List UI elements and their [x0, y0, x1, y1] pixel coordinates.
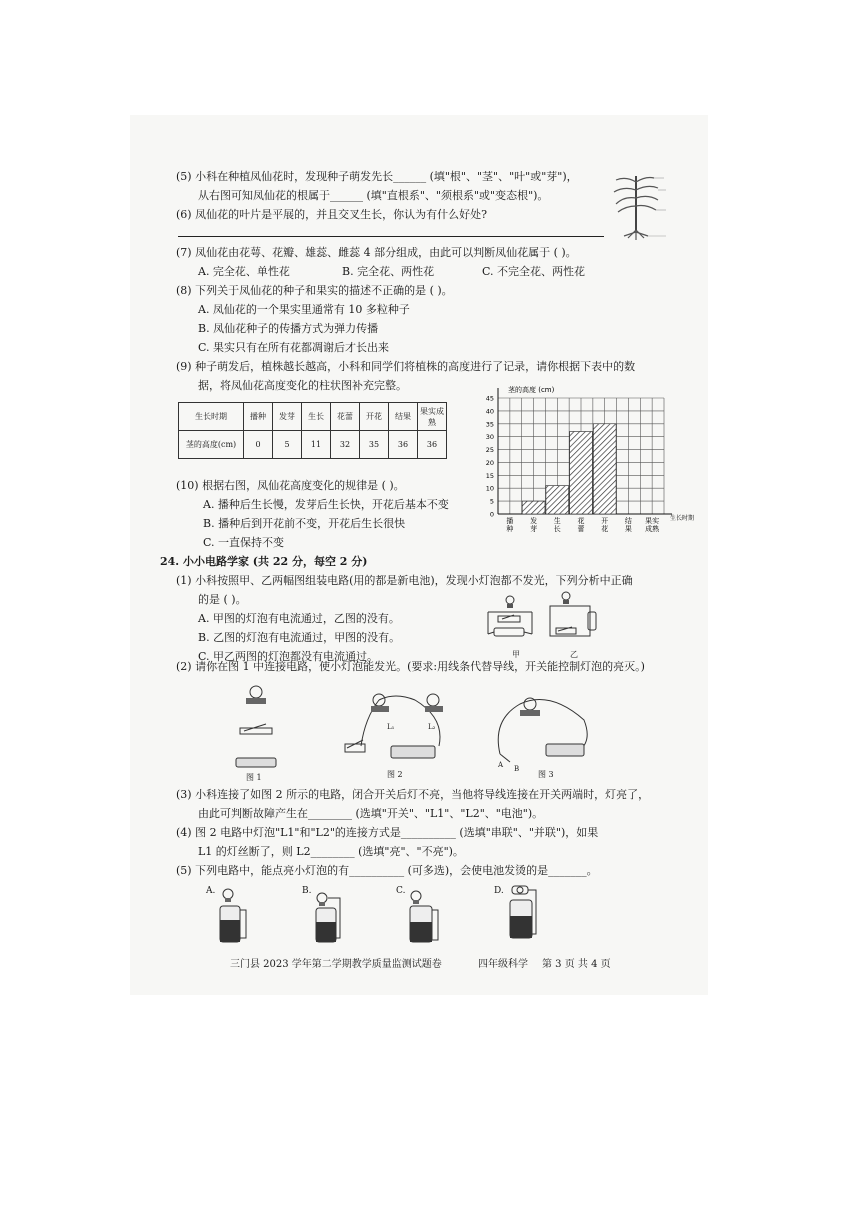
chart-bar: [570, 432, 593, 514]
table-cell-height: 11: [302, 431, 331, 459]
footer-school: 三门县 2023 学年第二学期教学质量监测试题卷: [230, 959, 442, 970]
figure-1-caption: 图 1: [246, 773, 262, 782]
q10-option-c: C. 一直保持不变: [203, 536, 285, 549]
battery-circuit-d[interactable]: [502, 884, 542, 944]
s24-q1-line2: 的是 ( )。: [198, 593, 247, 606]
q8-option-b: B. 凤仙花种子的传播方式为弹力传播: [198, 322, 379, 335]
table-cell-stage: 生长: [302, 403, 331, 431]
table-cell-height: 5: [273, 431, 302, 459]
height-table: [178, 402, 447, 459]
chart-ytick-label: 5: [489, 497, 494, 506]
s24-q1-option-c: C. 甲乙两图的灯泡都没有电流通过。: [198, 650, 379, 663]
chart-ytick-label: 45: [485, 394, 494, 403]
table-cell-stage: 发芽: [273, 403, 302, 431]
s24-q1-option-a: A. 甲图的灯泡有电流通过，乙图的没有。: [198, 612, 400, 625]
s24-q3-line2: 由此可判断故障产生在________ (选填"开关"、"L1"、"L2"、"电池")。: [198, 807, 544, 820]
chart-bar: [522, 501, 545, 514]
figure-2-caption: 图 2: [387, 770, 403, 779]
battery-option-b-label: B.: [302, 886, 312, 896]
chart-category-label: 发芽: [530, 517, 538, 533]
chart-category-label: 播种: [506, 517, 514, 533]
battery-circuit-b[interactable]: [308, 890, 348, 946]
q5-line1: (5) 小科在种植凤仙花时，发现种子萌发先长______ (填"根"、"茎"、"叶"或"芽")，: [176, 170, 578, 183]
table-cell-height: 36: [418, 431, 447, 459]
s24-q5-question: (5) 下列电路中，能点亮小灯泡的有__________ (可多选)，会使电池发烫的是_______。: [176, 864, 598, 877]
s24-q3-line1: (3) 小科连接了如图 2 所示的电路，闭合开关后灯不亮，当他将导线连接在开关两端时，灯亮了，: [176, 788, 650, 801]
table-cell-height: 32: [331, 431, 360, 459]
chart-bar: [593, 424, 616, 514]
chart-title: 茎的高度 (cm): [508, 386, 555, 394]
chart-category-label: 生长: [553, 517, 561, 533]
chart-category-label: 果实成熟: [645, 517, 660, 533]
footer-page: 第 3 页 共 4 页: [542, 959, 611, 970]
q10-question: (10) 根据右图，凤仙花高度变化的规律是 ( )。: [176, 479, 405, 492]
chart-ytick-label: 15: [485, 471, 494, 480]
bulb-l1-label: L₁: [387, 723, 395, 731]
s24-q4-line2: L1 的灯丝断了，则 L2________ (选填"亮"、"不亮")。: [198, 845, 464, 858]
q7-option-a: A. 完全花、单性花: [198, 265, 290, 278]
battery-option-a-label: A.: [206, 886, 216, 896]
battery-option-c-label: C.: [396, 886, 406, 896]
table-header-stage: 生长时期: [179, 403, 244, 431]
point-a-label: A: [498, 761, 504, 769]
label-yi: 乙: [570, 650, 578, 659]
table-cell-height: 35: [360, 431, 389, 459]
chart-category-label: 花蕾: [577, 517, 585, 533]
battery-option-d-label: D.: [494, 886, 504, 896]
table-cell-height: 0: [244, 431, 273, 459]
q7-question: (7) 凤仙花由花萼、花瓣、雄蕊、雌蕊 4 部分组成，由此可以判断凤仙花属于 ( )。: [176, 246, 577, 259]
chart-category-label: 开花: [601, 517, 609, 533]
chart-ytick-label: 10: [485, 484, 494, 493]
figure-2-circuit: [335, 688, 465, 768]
chart-xlabel: 生长时期: [670, 515, 695, 522]
table-cell-height: 36: [389, 431, 418, 459]
chart-ytick-label: 25: [485, 446, 494, 455]
circuit-yi-figure: [544, 590, 604, 644]
chart-ytick-label: 30: [485, 433, 494, 442]
chart-bar: [546, 486, 569, 514]
bulb-l2-label: L₂: [428, 723, 436, 731]
table-header-height: 茎的高度(cm): [179, 431, 244, 459]
q9-line2: 据，将凤仙花高度变化的柱状图补充完整。: [198, 379, 407, 392]
table-cell-stage: 播种: [244, 403, 273, 431]
point-b-label: B: [514, 765, 520, 773]
figure-3-circuit: [490, 690, 600, 770]
circuit-jia-figure: [480, 594, 540, 646]
s24-q2-question: (2) 请你在图 1 中连接电路，使小灯泡能发光。(要求:用线条代替导线，开关能控制灯泡的亮灭。): [176, 660, 645, 673]
q5-line2: 从右图可知凤仙花的根属于______ (填"直根系"、"须根系"或"变态根")。: [198, 189, 549, 202]
q8-question: (8) 下列关于凤仙花的种子和果实的描述不正确的是 ( )。: [176, 284, 453, 297]
q7-option-b: B. 完全花、两性花: [342, 265, 435, 278]
q8-option-a: A. 凤仙花的一个果实里通常有 10 多粒种子: [198, 303, 410, 316]
chart-category-label: 结果: [624, 517, 632, 533]
figure-3-caption: 图 3: [538, 770, 554, 779]
battery-circuit-c[interactable]: [402, 890, 442, 946]
chart-ytick-label: 40: [485, 407, 494, 416]
q6-question: (6) 凤仙花的叶片是平展的，并且交叉生长，你认为有什么好处?: [176, 208, 487, 221]
s24-q1-line1: (1) 小科按照甲、乙两幅图组装电路(用的都是新电池)，发现小灯泡都不发光，下列分析中正确: [176, 574, 633, 587]
balsam-plant-figure: [608, 170, 668, 242]
q9-line1: (9) 种子萌发后，植株越长越高，小科和同学们将植株的高度进行了记录，请你根据下表中的数: [176, 360, 636, 373]
q10-option-a: A. 播种后生长慢，发芽后生长快，开花后基本不变: [203, 498, 449, 511]
s24-q1-option-b: B. 乙图的灯泡有电流通过，甲图的没有。: [198, 631, 401, 644]
table-cell-stage: 果实成熟: [418, 403, 447, 431]
label-jia: 甲: [512, 650, 520, 659]
chart-ytick-label: 35: [485, 420, 494, 429]
q6-answer-line[interactable]: [178, 236, 604, 237]
figure-1-components[interactable]: [226, 680, 286, 772]
footer-subject: 四年级科学: [478, 959, 528, 970]
battery-circuit-a[interactable]: [212, 886, 252, 946]
table-cell-stage: 花蕾: [331, 403, 360, 431]
q8-option-c: C. 果实只有在所有花都凋谢后才长出来: [198, 341, 390, 354]
table-cell-stage: 开花: [360, 403, 389, 431]
chart-ytick-label: 0: [489, 510, 494, 519]
s24-q4-line1: (4) 图 2 电路中灯泡"L1"和"L2"的连接方式是__________ (选填"串联"、"并联")，如果: [176, 826, 599, 839]
table-cell-stage: 结果: [389, 403, 418, 431]
chart-ytick-label: 20: [485, 458, 494, 467]
section-24-title: 24. 小小电路学家 (共 22 分，每空 2 分): [160, 555, 368, 568]
q10-option-b: B. 播种后到开花前不变，开花后生长很快: [203, 517, 406, 530]
q7-option-c: C. 不完全花、两性花: [482, 265, 586, 278]
height-bar-chart: [474, 384, 706, 542]
